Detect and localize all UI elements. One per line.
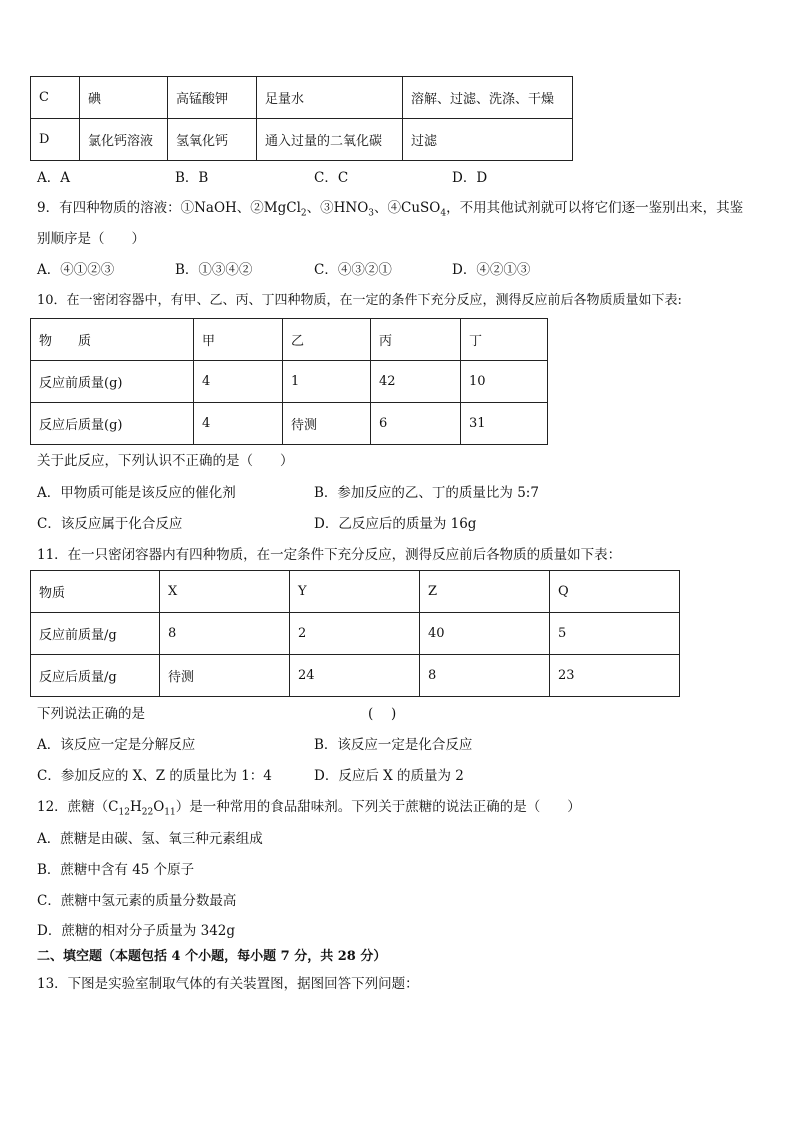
q9-option-b[interactable]: B．①③④②	[175, 262, 253, 278]
table-cell: 反应前质量(g)	[31, 361, 194, 403]
table-row	[31, 403, 548, 445]
table-cell: D	[31, 119, 80, 161]
table-cell: 乙	[283, 319, 371, 361]
q11-option-c[interactable]: C．参加反应的 X、Z 的质量比为 1：4	[37, 768, 272, 784]
table-cell: 42	[371, 361, 461, 403]
q12-option-c[interactable]: C．蔗糖中氢元素的质量分数最高	[37, 893, 237, 909]
q9-stem-text: 9．有四种物质的溶液：①NaOH、②MgCl	[37, 200, 301, 216]
table-cell: 待测	[283, 403, 371, 445]
section-heading: 二、填空题（本题包括 4 个小题，每小题 7 分，共 28 分）	[37, 949, 387, 964]
table-cell: 4	[194, 403, 283, 445]
q12-option-d[interactable]: D．蔗糖的相对分子质量为 342g	[37, 923, 236, 939]
q11-option-a[interactable]: A．该反应一定是分解反应	[37, 737, 196, 753]
q12-stem	[37, 798, 581, 822]
q8-option-a[interactable]: A．A	[37, 170, 70, 186]
q12-stem-text: O	[153, 799, 165, 815]
q10-question: 关于此反应，下列认识不正确的是（ ）	[37, 453, 294, 469]
q12-stem-text: ）是一种常用的食品甜味剂。下列关于蔗糖的说法正确的是（ ）	[175, 799, 581, 815]
table-cell: 23	[550, 655, 680, 697]
table-cell: 丁	[461, 319, 548, 361]
table-cell: 反应后质量(g)	[31, 403, 194, 445]
table-cell: 2	[290, 613, 420, 655]
q10-mass-table	[30, 318, 548, 445]
table-cell: 碘	[80, 77, 168, 119]
table-row	[31, 361, 548, 403]
table-cell: 6	[371, 403, 461, 445]
q13-stem: 13．下图是实验室制取气体的有关装置图，据图回答下列问题：	[37, 976, 419, 992]
q9-option-d[interactable]: D．④②①③	[452, 262, 531, 278]
q11-question: 下列说法正确的是	[37, 706, 145, 722]
table-cell: 5	[550, 613, 680, 655]
table-cell: Z	[420, 571, 550, 613]
subscript: 2	[300, 208, 307, 219]
q11-option-b[interactable]: B．该反应一定是化合反应	[314, 737, 473, 753]
q10-stem: 10．在一密闭容器中，有甲、乙、丙、丁四种物质，在一定的条件下充分反应，测得反应前后各物质质量如下表:	[37, 293, 682, 308]
q10-option-b[interactable]: B．参加反应的乙、丁的质量比为 5:7	[314, 485, 539, 501]
q12-stem-text: 12．蔗糖（C	[37, 799, 119, 815]
q10-option-d[interactable]: D．乙反应后的质量为 16g	[314, 516, 477, 532]
table-cell: 反应后质量/g	[31, 655, 160, 697]
q11-answer-paren: ( )	[368, 706, 397, 722]
q9-stem-text: 、④CuSO	[374, 200, 441, 216]
q12-option-a[interactable]: A．蔗糖是由碳、氢、氧三种元素组成	[37, 831, 263, 847]
table-cell: Y	[290, 571, 420, 613]
table-cell: 氯化钙溶液	[80, 119, 168, 161]
q8-option-d[interactable]: D．D	[452, 170, 488, 186]
table-cell: 丙	[371, 319, 461, 361]
table-header-row	[31, 571, 680, 613]
q8-options-table	[30, 76, 573, 161]
table-row	[31, 613, 680, 655]
table-cell: 足量水	[257, 77, 403, 119]
table-cell: 31	[461, 403, 548, 445]
q8-option-b[interactable]: B．B	[175, 170, 209, 186]
table-cell: 物质	[31, 571, 160, 613]
table-cell: 氢氧化钙	[168, 119, 257, 161]
q8-option-c[interactable]: C．C	[314, 170, 349, 186]
q11-stem: 11．在一只密闭容器内有四种物质，在一定条件下充分反应，测得反应前后各物质的质量如下表：	[37, 547, 622, 563]
q11-option-d[interactable]: D．反应后 X 的质量为 2	[314, 768, 464, 784]
q9-stem-line2: 别顺序是（ ）	[37, 231, 145, 247]
subscript: 11	[164, 807, 176, 818]
table-cell: 高锰酸钾	[168, 77, 257, 119]
q9-option-c[interactable]: C．④③②①	[314, 262, 392, 278]
table-row	[31, 655, 680, 697]
q11-mass-table	[30, 570, 680, 697]
table-cell: 8	[160, 613, 290, 655]
table-cell: 24	[290, 655, 420, 697]
subscript: 3	[368, 208, 375, 219]
q10-option-c[interactable]: C．该反应属于化合反应	[37, 516, 183, 532]
q12-option-b[interactable]: B．蔗糖中含有 45 个原子	[37, 862, 195, 878]
table-cell: X	[160, 571, 290, 613]
q10-option-a[interactable]: A．甲物质可能是该反应的催化剂	[37, 485, 236, 501]
subscript: 22	[141, 807, 154, 818]
table-cell: 8	[420, 655, 550, 697]
table-row	[31, 77, 573, 119]
q9-stem-text: 、③HNO	[306, 200, 369, 216]
table-cell: 物 质	[31, 319, 194, 361]
table-cell: 4	[194, 361, 283, 403]
table-cell: C	[31, 77, 80, 119]
q12-stem-text: H	[129, 799, 142, 815]
table-cell: 10	[461, 361, 548, 403]
table-cell: 40	[420, 613, 550, 655]
q9-option-a[interactable]: A．④①②③	[37, 262, 115, 278]
table-cell: 反应前质量/g	[31, 613, 160, 655]
q9-stem-line1	[37, 199, 743, 223]
table-cell: Q	[550, 571, 680, 613]
table-cell: 溶解、过滤、洗涤、干燥	[403, 77, 573, 119]
table-cell: 1	[283, 361, 371, 403]
q9-stem-text: ，不用其他试剂就可以将它们逐一鉴别出来，其鉴	[446, 200, 744, 216]
table-cell: 通入过量的二氧化碳	[257, 119, 403, 161]
table-row	[31, 119, 573, 161]
table-header-row	[31, 319, 548, 361]
table-cell: 甲	[194, 319, 283, 361]
table-cell: 待测	[160, 655, 290, 697]
subscript: 4	[440, 208, 447, 219]
table-cell: 过滤	[403, 119, 573, 161]
subscript: 12	[118, 807, 130, 818]
